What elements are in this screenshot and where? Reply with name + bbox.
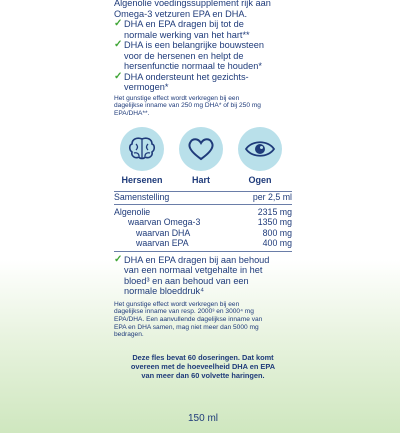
dosage-line: overeen met de hoeveelheid DHA en EPA bbox=[130, 361, 276, 371]
benefit-eye bbox=[232, 127, 288, 185]
composition-title: Samenstelling bbox=[114, 192, 170, 203]
dosage-info bbox=[114, 353, 292, 380]
fine-print-2 bbox=[114, 301, 292, 339]
intro-line: Omega-3 vetzuren EPA en DHA. bbox=[114, 8, 248, 19]
fine-line: EPA/DHA**. bbox=[114, 109, 150, 117]
claim-line: DHA en EPA dragen bij aan behoud bbox=[124, 254, 270, 265]
claim-line: hersenfunctie normaal te houden* bbox=[124, 61, 262, 71]
benefit-heart bbox=[173, 127, 229, 185]
fine-print-1 bbox=[114, 95, 292, 118]
intro-text bbox=[114, 0, 292, 19]
eye-icon bbox=[238, 127, 282, 171]
check-icon: ✓ bbox=[114, 18, 123, 29]
claim-line: vermogen* bbox=[124, 82, 169, 92]
icon-label-heart: Hart bbox=[191, 175, 210, 186]
fine-line: EPA en DHA samen, mag niet meer dan 5000 mg bbox=[114, 323, 259, 331]
claim-blood bbox=[114, 255, 292, 297]
supplement-label bbox=[114, 0, 292, 433]
benefit-icons bbox=[114, 127, 288, 185]
claim-2 bbox=[114, 40, 292, 72]
composition-header bbox=[114, 192, 292, 203]
claim-line: normale werking van het hart** bbox=[124, 29, 250, 40]
composition-row: waarvan EPA 400 mg bbox=[136, 238, 292, 249]
claim-line: voor de hersenen en helpt de bbox=[124, 50, 244, 61]
composition-unit: per 2,5 ml bbox=[252, 192, 292, 203]
dosage-line: van meer dan 60 volvette haringen. bbox=[141, 370, 265, 380]
brain-icon bbox=[120, 127, 164, 171]
icon-label-brain: Hersenen bbox=[121, 175, 163, 186]
claim-line: bloed³ en aan behoud van een bbox=[124, 275, 249, 286]
claim-3 bbox=[114, 72, 292, 93]
claim-line: DHA en EPA dragen bij tot de bbox=[124, 19, 244, 29]
claim-line: DHA is een belangrijke bouwsteen bbox=[124, 40, 264, 50]
check-icon: ✓ bbox=[114, 253, 123, 265]
fine-line: Het gunstige effect wordt verkregen bij een bbox=[114, 94, 240, 102]
claim-line: normale bloeddruk⁴ bbox=[124, 286, 205, 297]
fine-line: dagelijkse inname van 250 mg DHA* of bij 250 mg bbox=[114, 102, 261, 110]
intro-line: Algenolie voedingssupplement rijk aan bbox=[114, 0, 271, 8]
divider bbox=[114, 204, 292, 205]
benefit-brain bbox=[114, 127, 170, 185]
heart-icon bbox=[179, 127, 223, 171]
volume-label: 150 ml bbox=[187, 412, 218, 424]
composition-row: Algenolie 2315 mg bbox=[114, 206, 292, 217]
composition-row: waarvan Omega-3 1350 mg bbox=[128, 217, 292, 228]
check-icon: ✓ bbox=[114, 39, 123, 50]
fine-line: Het gunstige effect wordt verkregen bij een bbox=[114, 300, 240, 308]
divider bbox=[114, 251, 292, 252]
fine-line: bedragen. bbox=[114, 331, 144, 339]
fine-line: dagelijkse inname van resp. 2000³ en 3000⁴ mg bbox=[114, 308, 254, 316]
composition-row: waarvan DHA 800 mg bbox=[136, 227, 292, 238]
dosage-line: Deze fles bevat 60 doseringen. Dat komt bbox=[132, 352, 274, 362]
claim-1 bbox=[114, 19, 292, 40]
fine-line: EPA/DHA. Een aanvullende dagelijkse inname van bbox=[114, 315, 263, 323]
check-icon: ✓ bbox=[114, 70, 123, 82]
claim-line: van een normaal vetgehalte in het bbox=[124, 265, 263, 276]
icon-label-eye: Ogen bbox=[248, 175, 272, 186]
claim-line: DHA ondersteunt het gezichts- bbox=[124, 71, 249, 82]
